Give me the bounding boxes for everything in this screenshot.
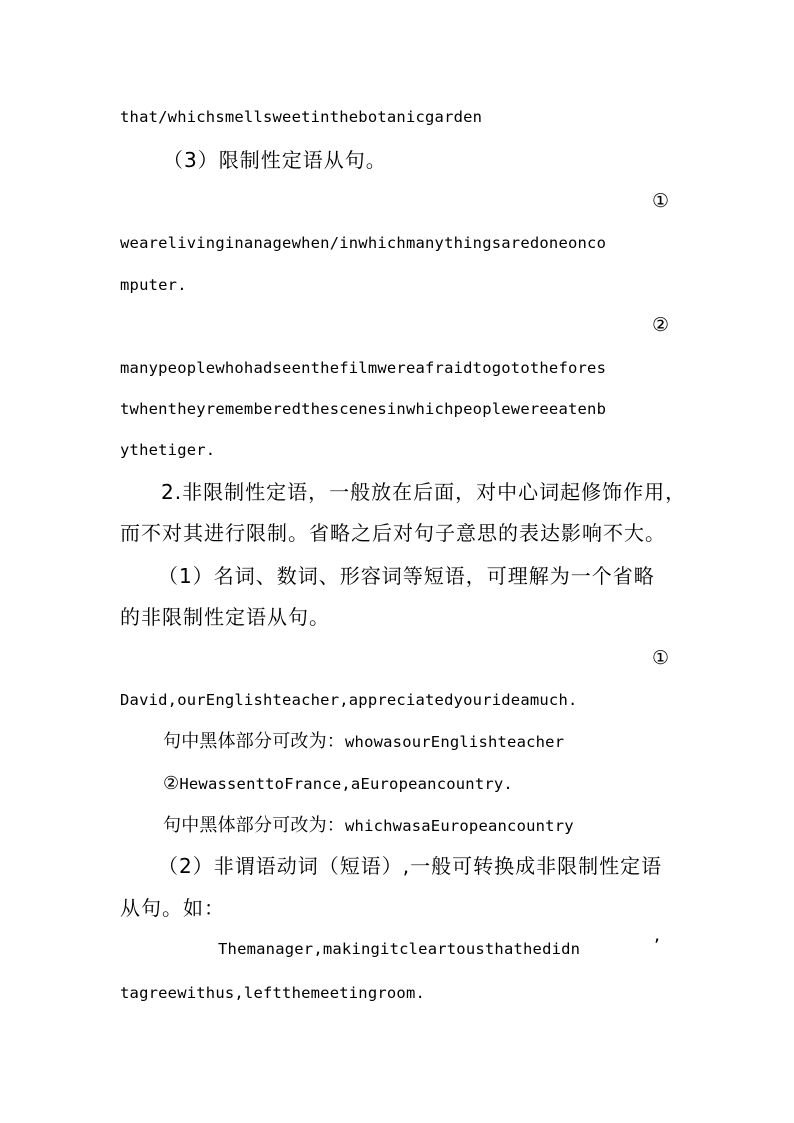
heading-restrictive-clause: （3）限制性定语从句。: [163, 148, 387, 172]
text-line-garden: that/whichsmellsweetinthebotanicgarden: [120, 108, 483, 126]
rewrite-label-2: 句中黑体部分可改为：: [163, 815, 345, 836]
subsection-1-line-1: （1）名词、数词、形容词等短语，可理解为一个省略: [158, 564, 655, 588]
rewrite-value-1: whowasourEnglishteacher: [345, 733, 565, 751]
item-marker-2: ②: [652, 314, 670, 336]
subsection-2-line-1: （2）非谓语动词（短语）,一般可转换成非限制性定语: [158, 854, 663, 878]
subsection-2-line-2: 从句。如：: [120, 896, 225, 920]
text-line-age-1: wearelivinginanagewhen/inwhichmanythingsaredoneonco: [120, 234, 607, 252]
item-marker-2b: ②: [163, 773, 180, 794]
text-line-france: HewassenttoFrance,aEuropeancountry.: [179, 775, 513, 793]
rewrite-value-2: whichwasaEuropeancountry: [345, 817, 574, 835]
example-line-france: [163, 772, 513, 796]
item-marker-1: ①: [652, 190, 670, 212]
text-line-manager-1: Themanager,makingitcleartousthathedidn: [218, 940, 581, 958]
text-line-film-2: twhentheyrememberedthescenesinwhichpeoplewereeatenb: [120, 400, 607, 418]
text-line-film-1: manypeoplewhohadseenthefilmwereafraidtogotothefores: [120, 359, 607, 377]
text-line-manager-2: tagreewithus,leftthemeetingroom.: [120, 984, 426, 1002]
rewrite-line-1: [163, 730, 564, 754]
text-line-film-3: ythetiger.: [120, 441, 216, 459]
subsection-1-line-2: 的非限制性定语从句。: [120, 605, 330, 629]
text-line-age-2: mputer.: [120, 276, 187, 294]
item-marker-1b: ①: [652, 647, 670, 669]
paragraph-2-line-1: 2.非限制性定语，一般放在后面，对中心词起修饰作用，: [161, 480, 687, 504]
apostrophe-mark: ’: [652, 936, 662, 954]
paragraph-2-line-2: 而不对其进行限制。省略之后对句子意思的表达影响不大。: [120, 521, 666, 545]
rewrite-line-2: [163, 814, 574, 838]
text-line-david: David,ourEnglishteacher,appreciatedyourideamuch.: [120, 691, 578, 709]
rewrite-label-1: 句中黑体部分可改为：: [163, 731, 345, 752]
